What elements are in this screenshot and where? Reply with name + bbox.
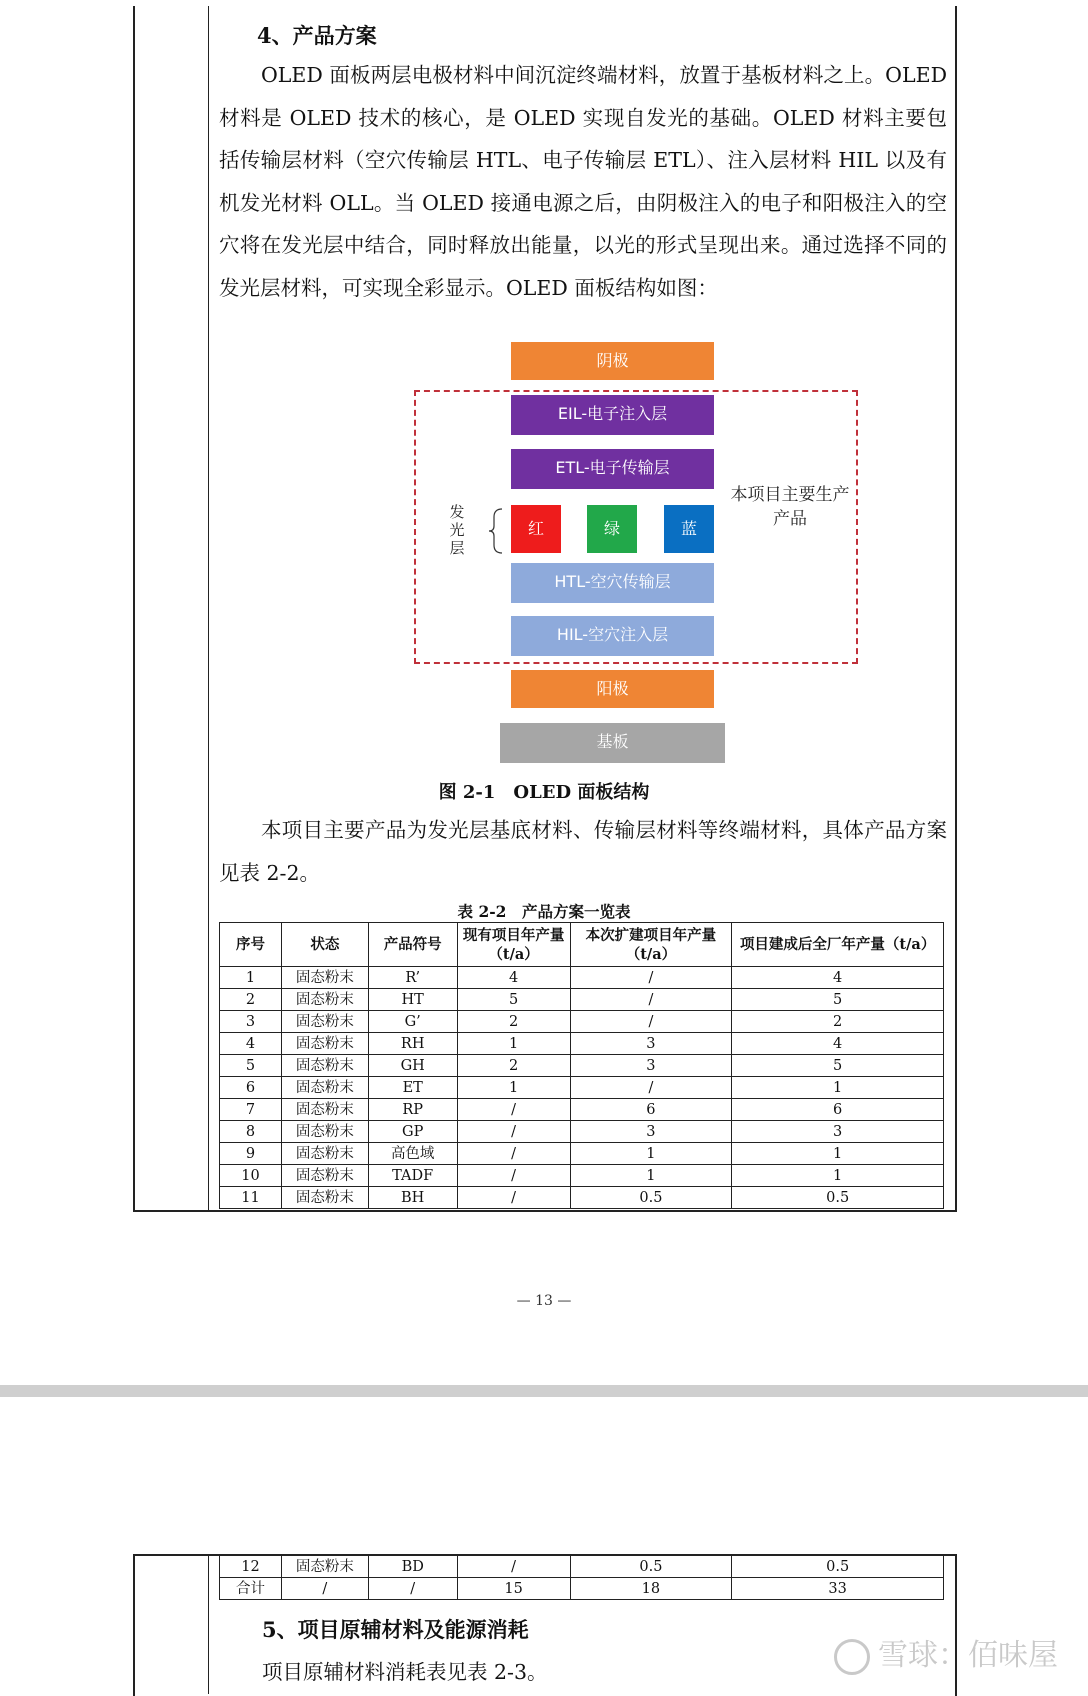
table-row: [220, 989, 944, 1011]
substrate-layer: 基板: [500, 723, 725, 763]
table-row: [220, 1578, 944, 1600]
table-cell: 3: [570, 1121, 732, 1143]
table-cell: 固态粉末: [281, 1099, 368, 1121]
table-row: [220, 1165, 944, 1187]
table-cell: 1: [732, 1077, 944, 1099]
table-cell: 3: [732, 1121, 944, 1143]
table-cell: 高色域: [368, 1143, 457, 1165]
table-cell: /: [457, 1187, 570, 1209]
table-row: [220, 1099, 944, 1121]
cathode-layer: 阴极: [511, 342, 714, 380]
section-4-title: 4、产品方案: [257, 23, 377, 48]
table-cell: 1: [570, 1143, 732, 1165]
green-emitter: 绿: [587, 505, 637, 553]
page-divider: [0, 1385, 1088, 1397]
table-cell: /: [570, 967, 732, 989]
section-5-text: 项目原辅材料消耗表见表 2-3。: [262, 1660, 548, 1684]
header-cell: 产品符号: [368, 923, 457, 967]
table-cell: 1: [732, 1143, 944, 1165]
header-cell: 现有项目年产量（t/a）: [457, 923, 570, 967]
frame-column-divider-2: [208, 1554, 209, 1694]
table-cell: RH: [368, 1033, 457, 1055]
table-cell: 6: [570, 1099, 732, 1121]
table-cell: 2: [457, 1055, 570, 1077]
table-cell: 5: [457, 989, 570, 1011]
table-cell: 6: [220, 1077, 282, 1099]
table-cell: 8: [220, 1121, 282, 1143]
table-row: [220, 1077, 944, 1099]
table-cell: 1: [220, 967, 282, 989]
watermark-text: 雪球：佰味屋: [878, 1638, 1058, 1673]
table-cell: 0.5: [732, 1556, 944, 1578]
table-body-continued: [220, 1556, 944, 1600]
red-emitter: 红: [511, 505, 561, 553]
table-row: [220, 1033, 944, 1055]
header-cell: 序号: [220, 923, 282, 967]
table-cell: /: [457, 1121, 570, 1143]
table-cell: 固态粉末: [281, 1143, 368, 1165]
header-cell: 状态: [281, 923, 368, 967]
table-cell: R’: [368, 967, 457, 989]
table-cell: 固态粉末: [281, 1011, 368, 1033]
table-cell: 固态粉末: [281, 1055, 368, 1077]
table-header-row: [220, 923, 944, 967]
section-4-text: OLED 面板两层电极材料中间沉淀终端材料，放置于基板材料之上。OLED 材料是 OLED 技术的核心，是 OLED 实现自发光的基础。OLED 材料主要包括传输层材料（空穴传输层 HTL、电子传输层 ETL）、注入层材料 HIL 以及有机发光材料 OLL。当 OLED 接通电源之后，由阴极注入的电子和阳极注入的空穴将在发光层中结合，同时释放出能量，以光的形式呈现出来。通过选择不同的发光层材料，可实现全彩显示。OLED 面板结构如图：: [219, 63, 947, 300]
table-cell: TADF: [368, 1165, 457, 1187]
table-cell: 合计: [220, 1578, 282, 1600]
hil-layer: HIL-空穴注入层: [511, 616, 714, 656]
table-cell: 1: [457, 1077, 570, 1099]
table-cell: /: [457, 1099, 570, 1121]
page-number: — 13 —: [516, 1293, 572, 1309]
table-cell: 7: [220, 1099, 282, 1121]
table-row: [220, 1121, 944, 1143]
table-cell: 4: [732, 1033, 944, 1055]
table-cell: 4: [457, 967, 570, 989]
table-cell: 4: [732, 967, 944, 989]
header-cell: 项目建成后全厂年产量（t/a）: [732, 923, 944, 967]
table-cell: 固态粉末: [281, 1187, 368, 1209]
table-cell: 0.5: [732, 1187, 944, 1209]
table-body: [220, 967, 944, 1209]
table-cell: 18: [570, 1578, 732, 1600]
table-cell: /: [457, 1143, 570, 1165]
table-cell: 11: [220, 1187, 282, 1209]
anode-layer: 阳极: [511, 670, 714, 708]
table-cell: RP: [368, 1099, 457, 1121]
table-row: [220, 967, 944, 989]
emissive-layer-label: 发光层: [449, 503, 465, 557]
blue-emitter: 蓝: [664, 505, 714, 553]
table-cell: 15: [457, 1578, 570, 1600]
etl-layer: ETL-电子传输层: [511, 449, 714, 489]
table-cell: 2: [220, 989, 282, 1011]
table-row: [220, 1143, 944, 1165]
section-5-title: 5、项目原辅材料及能源消耗: [262, 1617, 529, 1642]
table-cell: BH: [368, 1187, 457, 1209]
table-cell: 0.5: [570, 1556, 732, 1578]
table-cell: /: [457, 1165, 570, 1187]
table-cell: ET: [368, 1077, 457, 1099]
table-cell: /: [281, 1578, 368, 1600]
table-cell: 2: [732, 1011, 944, 1033]
table-cell: 1: [732, 1165, 944, 1187]
table-cell: 1: [457, 1033, 570, 1055]
table-cell: 固态粉末: [281, 1077, 368, 1099]
table-row: [220, 1055, 944, 1077]
table-cell: 33: [732, 1578, 944, 1600]
table-cell: 固态粉末: [281, 989, 368, 1011]
section-4-paragraph: [219, 54, 947, 309]
frame-column-divider: [208, 6, 209, 1211]
figure-caption: 图 2-1 OLED 面板结构: [438, 782, 650, 803]
table-cell: 5: [732, 1055, 944, 1077]
table-caption: 表 2-2 产品方案一览表: [457, 902, 631, 921]
htl-layer: HTL-空穴传输层: [511, 563, 714, 603]
table-cell: 6: [732, 1099, 944, 1121]
main-product-label: 本项目主要生产产品: [730, 485, 850, 529]
watermark: [834, 1630, 1058, 1675]
table-cell: 5: [220, 1055, 282, 1077]
eil-layer: EIL-电子注入层: [511, 395, 714, 435]
table-cell: 3: [570, 1055, 732, 1077]
table-cell: 3: [220, 1011, 282, 1033]
table-cell: GP: [368, 1121, 457, 1143]
table-cell: 12: [220, 1556, 282, 1578]
header-cell: 本次扩建项目年产量（t/a）: [570, 923, 732, 967]
table-cell: /: [457, 1556, 570, 1578]
snowball-logo-icon: [834, 1639, 870, 1675]
table-row: [220, 1556, 944, 1578]
product-intro-paragraph: [219, 809, 947, 894]
table-cell: GH: [368, 1055, 457, 1077]
table-cell: 4: [220, 1033, 282, 1055]
table-cell: /: [570, 1011, 732, 1033]
oled-structure-diagram: [408, 335, 878, 765]
product-plan-table: [219, 922, 944, 1209]
table-cell: 固态粉末: [281, 1033, 368, 1055]
table-cell: 固态粉末: [281, 1121, 368, 1143]
table-cell: 固态粉末: [281, 1556, 368, 1578]
emissive-bracket: [488, 507, 504, 555]
table-cell: HT: [368, 989, 457, 1011]
product-plan-table-continued: [219, 1555, 944, 1600]
table-cell: 1: [570, 1165, 732, 1187]
table-cell: 2: [457, 1011, 570, 1033]
table-cell: 固态粉末: [281, 967, 368, 989]
table-cell: /: [368, 1578, 457, 1600]
table-cell: 固态粉末: [281, 1165, 368, 1187]
table-cell: G’: [368, 1011, 457, 1033]
table-cell: 5: [732, 989, 944, 1011]
table-cell: 9: [220, 1143, 282, 1165]
table-cell: BD: [368, 1556, 457, 1578]
table-row: [220, 1187, 944, 1209]
product-intro-text: 本项目主要产品为发光层基底材料、传输层材料等终端材料，具体产品方案见表 2-2。: [219, 818, 947, 885]
table-cell: 3: [570, 1033, 732, 1055]
table-cell: /: [570, 1077, 732, 1099]
table-row: [220, 1011, 944, 1033]
table-cell: 10: [220, 1165, 282, 1187]
table-cell: /: [570, 989, 732, 1011]
table-cell: 0.5: [570, 1187, 732, 1209]
